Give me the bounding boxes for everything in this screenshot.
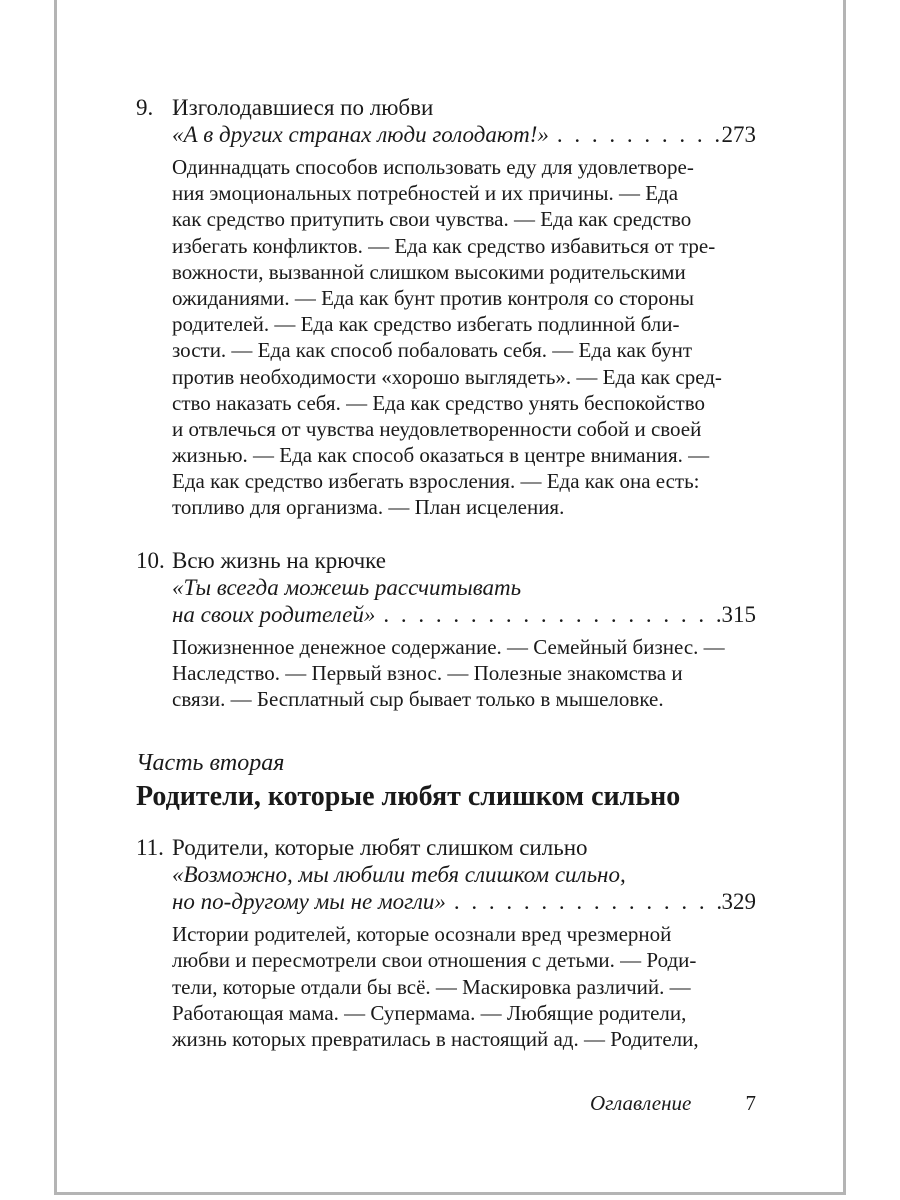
- description-line: тели, которые отдали бы всё. — Маскировка различий. —: [172, 974, 691, 999]
- chapter-heading: [136, 834, 756, 861]
- description-line: ния эмоциональных потребностей и их причины. — Еда: [172, 181, 679, 206]
- chapter-number: 10.: [136, 547, 165, 573]
- chapter-quote-line[interactable]: [136, 601, 756, 628]
- dot-leader: [549, 121, 722, 148]
- description-line: связи. — Бесплатный сыр бывает только в мышеловке.: [172, 687, 664, 711]
- chapter-quote: «А в других странах люди голодают!»: [172, 122, 549, 147]
- page-footer: [590, 1090, 756, 1116]
- part-label: Часть вторая: [136, 750, 285, 777]
- dot-leader: [375, 601, 721, 628]
- description-line: Пожизненное денежное содержание. — Семейный бизнес. —: [172, 634, 725, 659]
- chapter-title: Изголодавшиеся по любви: [172, 95, 434, 120]
- chapter-title: Всю жизнь на крючке: [172, 547, 386, 573]
- chapter-description: [136, 634, 756, 713]
- description-line: и отвлечься от чувства неудовлетворенности собой и своей: [172, 416, 702, 441]
- chapter-quote: «Ты всегда можешь рассчитывать: [172, 574, 522, 600]
- description-line: топливо для организма. — План исцеления.: [172, 495, 565, 520]
- toc-content: [136, 94, 756, 1078]
- description-line: ство наказать себя. — Еда как средство унять беспокойство: [172, 390, 705, 415]
- chapter-number: 9.: [136, 95, 154, 120]
- description-line: Истории родителей, которые осознали вред чрезмерной: [172, 922, 672, 947]
- description-line: вожности, вызванной слишком высокими родительскими: [172, 259, 686, 284]
- dot-leader: [446, 888, 722, 915]
- description-line: родителей. — Еда как средство избегать подлинной бли-: [172, 312, 680, 337]
- description-line: избегать конфликтов. — Еда как средство избавиться от тре-: [172, 233, 716, 258]
- description-line: жизнь которых превратилась в настоящий ад. — Родители,: [172, 1026, 699, 1051]
- chapter-description: [136, 154, 756, 521]
- chapter-heading: [136, 547, 756, 574]
- description-line: Наследство. — Первый взнос. — Полезные знакомства и: [172, 660, 683, 685]
- description-line: как средство притупить свои чувства. — Еда как средство: [172, 207, 692, 232]
- chapter-quote: на своих родителей»: [172, 601, 376, 627]
- description-line: Одиннадцать способов использовать еду для удовлетворе-: [172, 155, 694, 179]
- toc-entry-10: [136, 547, 756, 713]
- page-number: 7: [745, 1091, 756, 1115]
- description-line: любви и пересмотрели свои отношения с детьми. — Роди-: [172, 948, 697, 973]
- description-line: Работающая мама. — Супермама. — Любящие родители,: [172, 1000, 687, 1025]
- description-line: против необходимости «хорошо выглядеть». — Еда как сред-: [172, 364, 722, 389]
- chapter-title: Родители, которые любят слишком сильно: [172, 835, 588, 861]
- part-title: Родители, которые любят слишком сильно: [136, 781, 681, 813]
- toc-entry-11: [136, 834, 756, 1052]
- toc-entry-9: [136, 94, 756, 521]
- chapter-description: [136, 921, 756, 1052]
- running-footer-title: Оглавление: [590, 1091, 692, 1115]
- chapter-quote: но по-другому мы не могли»: [172, 889, 446, 915]
- description-line: ожиданиями. — Еда как бунт против контроля со стороны: [172, 285, 695, 310]
- description-line: зости. — Еда как способ побаловать себя. — Еда как бунт: [172, 338, 693, 363]
- chapter-page-number: 273: [721, 122, 756, 147]
- chapter-quote: «Возможно, мы любили тебя слишком сильно,: [172, 862, 626, 888]
- chapter-page-number: 315: [721, 601, 756, 627]
- description-line: жизнью. — Еда как способ оказаться в центре внимания. —: [172, 443, 710, 468]
- chapter-quote-line[interactable]: [136, 888, 756, 915]
- chapter-number: 11.: [136, 835, 164, 861]
- chapter-heading: [136, 94, 756, 121]
- chapter-quote-line[interactable]: [136, 121, 756, 148]
- description-line: Еда как средство избегать взросления. — Еда как она есть:: [172, 469, 700, 494]
- chapter-page-number: 329: [721, 889, 756, 915]
